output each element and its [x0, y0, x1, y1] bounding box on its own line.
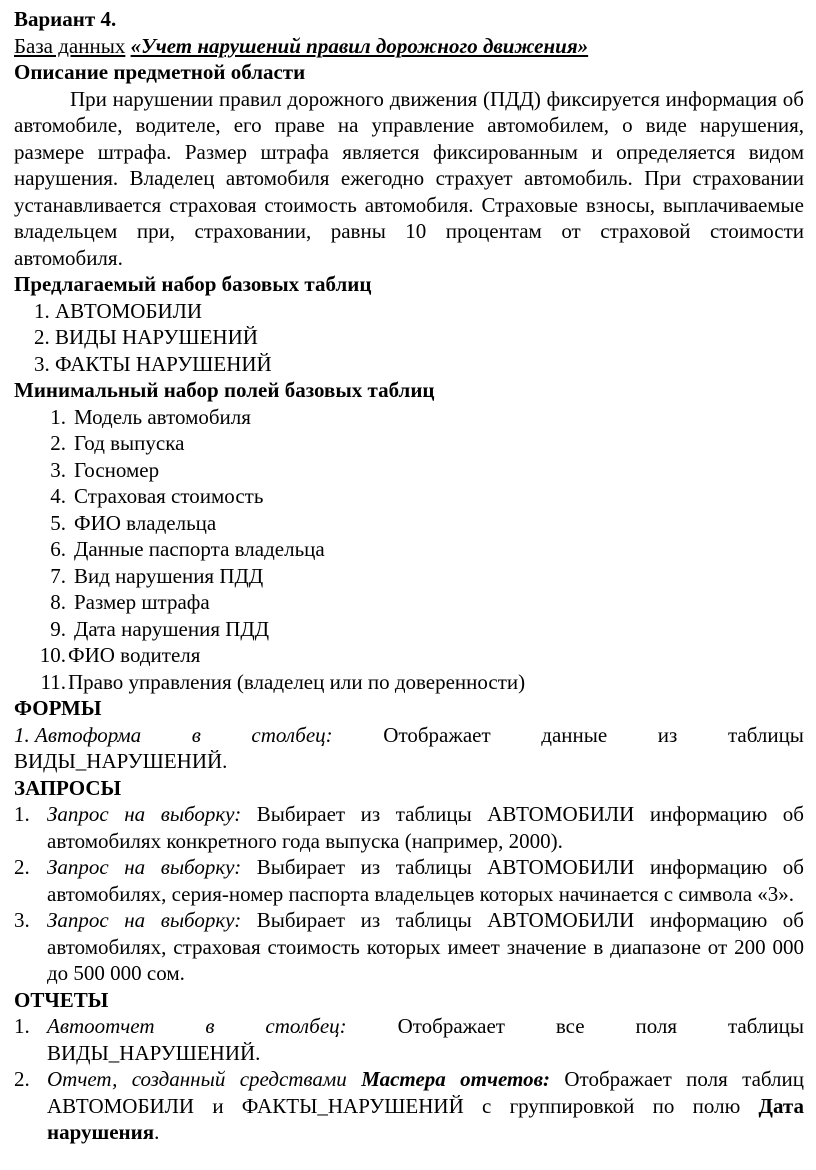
- report-type: Автоотчет: [47, 1014, 155, 1038]
- list-item: [14, 669, 804, 696]
- report-word: в: [205, 1014, 215, 1038]
- query-description: Выбирает из таблицы АВТОМОБИЛИ информацию об автомобилях, серия-номер паспорта владельцев которых начинается с символа «3».: [47, 855, 804, 906]
- list-item: [14, 457, 804, 484]
- item-number: 3.: [14, 908, 30, 932]
- report-word: таблицы: [727, 1014, 804, 1038]
- tables-heading: Предлагаемый набор базовых таблиц: [14, 272, 372, 296]
- form-word: таблицы: [727, 722, 804, 747]
- list-item: [14, 907, 804, 987]
- fields-list: [14, 404, 804, 696]
- item-number: 1.: [14, 1014, 30, 1038]
- query-type: Запрос на выборку:: [47, 908, 242, 932]
- item-text: [47, 801, 804, 854]
- domain-heading: Описание предметной области: [14, 60, 306, 84]
- item-number: 1.: [14, 802, 30, 826]
- form-type: 1. Автоформа: [14, 722, 142, 747]
- form-word: данные: [541, 722, 608, 747]
- list-item: [14, 430, 804, 457]
- item-text: [47, 1013, 804, 1066]
- list-item: [14, 642, 804, 669]
- list-item: 3. ФАКТЫ НАРУШЕНИЙ: [34, 351, 272, 376]
- query-description: Выбирает из таблицы АВТОМОБИЛИ информацию об автомобилях, страховая стоимость которых имеет значение в диапазоне от 200 000 до 500 000 сом.: [47, 908, 804, 985]
- item-number: 10.: [39, 643, 66, 667]
- tables-list: [14, 298, 804, 378]
- form-word: столбец:: [251, 722, 333, 747]
- list-item: [14, 483, 804, 510]
- item-text: [47, 1066, 804, 1146]
- variant-title: Вариант 4.: [14, 7, 117, 31]
- reports-heading: ОТЧЕТЫ: [14, 987, 109, 1012]
- report-wizard: Мастера отчетов:: [361, 1067, 550, 1091]
- list-item: [14, 510, 804, 537]
- form-word: Отображает: [383, 722, 491, 747]
- report-item-line: [47, 1013, 804, 1040]
- item-text: Госномер: [74, 457, 160, 482]
- list-item: [14, 589, 804, 616]
- list-item: [14, 404, 804, 431]
- item-text: Право управления (владелец или по доверенности): [68, 669, 526, 694]
- list-item: 1. АВТОМОБИЛИ: [34, 298, 203, 323]
- item-text: Вид нарушения ПДД: [74, 563, 264, 588]
- list-item: [14, 536, 804, 563]
- item-text: ФИО владельца: [74, 510, 217, 535]
- form-word: в: [191, 722, 201, 747]
- item-number: 9.: [50, 616, 66, 641]
- item-text: Данные паспорта владельца: [74, 537, 325, 561]
- forms-item-tail: ВИДЫ_НАРУШЕНИЙ.: [14, 749, 228, 773]
- group-field: Дата нарушения: [47, 1093, 804, 1144]
- item-number: 2.: [14, 855, 30, 879]
- list-item: [14, 854, 804, 907]
- forms-item-line: [14, 722, 804, 749]
- item-number: 5.: [50, 510, 66, 535]
- report-type: Отчет, созданный средствами: [47, 1067, 347, 1091]
- query-type: Запрос на выборку:: [47, 802, 242, 826]
- db-title-line: [14, 33, 804, 60]
- fields-heading: Минимальный набор полей базовых таблиц: [14, 378, 435, 402]
- query-description: Выбирает из таблицы АВТОМОБИЛИ информацию об автомобилях конкретного года выпуска (например, 2000).: [47, 802, 804, 853]
- report-word: Отображает: [397, 1014, 505, 1038]
- report-word: все: [555, 1014, 585, 1038]
- item-number: 4.: [50, 484, 66, 508]
- item-number: 1.: [50, 404, 66, 429]
- item-text: Страховая стоимость: [74, 484, 264, 508]
- item-number: 2.: [14, 1067, 30, 1091]
- item-number: 6.: [50, 537, 66, 561]
- db-prefix: База данных: [14, 33, 126, 58]
- db-title: «Учет нарушений правил дорожного движения»: [130, 33, 589, 58]
- form-word: из: [657, 722, 678, 747]
- item-text: Год выпуска: [74, 431, 185, 455]
- query-type: Запрос на выборку:: [47, 855, 242, 879]
- list-item: [14, 801, 804, 854]
- report-end: .: [154, 1120, 160, 1144]
- item-text: Размер штрафа: [74, 590, 210, 614]
- item-number: 7.: [50, 563, 66, 588]
- list-item: [14, 1013, 804, 1066]
- report-item-tail: ВИДЫ_НАРУШЕНИЙ.: [47, 1040, 261, 1065]
- queries-heading: ЗАПРОСЫ: [14, 775, 122, 800]
- domain-description: При нарушении правил дорожного движения (ПДД) фиксируется информация об автомобиле, водителе, его праве на управление автомобилем, о виде нарушения, размере штрафа. Размер штрафа является фиксированным и определяется видом нарушения. Владелец автомобиля ежегодно страхует автомобиль. При страховании устанавливается страховая стоимость автомобиля. Страховые взносы, выплачиваемые владельцем при, страховании, равны 10 процентам от страховой стоимости автомобиля.: [14, 86, 804, 270]
- forms-heading: ФОРМЫ: [14, 696, 102, 720]
- report-word: столбец:: [265, 1014, 347, 1038]
- item-text: Дата нарушения ПДД: [74, 616, 270, 641]
- list-item: [14, 616, 804, 643]
- item-number: 2.: [50, 431, 66, 455]
- item-number: 3.: [50, 457, 66, 482]
- list-item: 2. ВИДЫ НАРУШЕНИЙ: [34, 325, 258, 349]
- item-number: 11.: [40, 669, 66, 694]
- item-text: [47, 854, 804, 907]
- item-text: Модель автомобиля: [74, 404, 251, 429]
- list-item: [14, 1066, 804, 1146]
- report-word: поля: [635, 1014, 678, 1038]
- list-item: [14, 563, 804, 590]
- item-number: 8.: [50, 590, 66, 614]
- item-text: [47, 907, 804, 987]
- item-text: ФИО водителя: [68, 643, 201, 667]
- report-description: Отображает поля таблиц АВТОМОБИЛИ и ФАКТЫ_НАРУШЕНИЙ с группировкой по полю: [47, 1067, 805, 1118]
